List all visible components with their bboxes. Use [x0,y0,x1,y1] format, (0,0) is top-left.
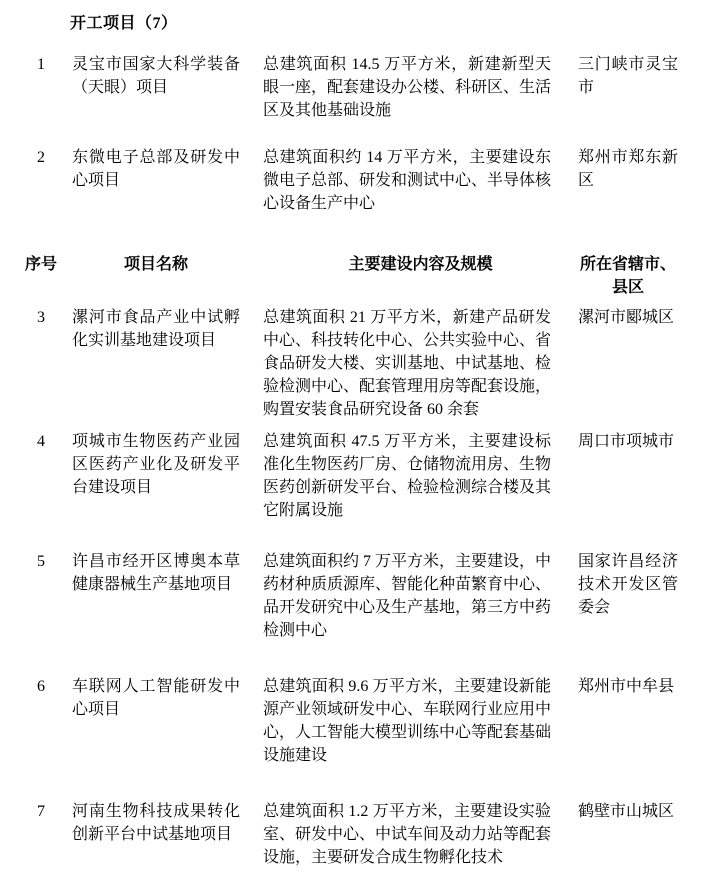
project-name: 灵宝市国家大科学装备（天眼）项目 [72,56,240,96]
row-serial: 7 [37,803,45,820]
header-project-name: 项目名称 [123,256,188,273]
project-content: 总建筑面积 21 万平方米，新建产品研发中心、科技转化中心、公共实验中心、省食品研发大楼、实训基地、中试基地、检验检测中心、配套管理用房等配套设施，购置安装食品研究设备 60 余套 [263,309,552,418]
row-serial: 4 [37,433,45,450]
project-content: 总建筑面积 14.5 万平方米，新建新型天眼一座，配套建设办公楼、科研区、生活区及其他基础设施 [263,56,552,119]
table-header-row [20,253,713,299]
header-serial: 序号 [24,256,57,273]
row-serial: 1 [37,56,45,73]
project-name: 许昌市经开区博奥本草健康器械生产基地项目 [72,553,240,593]
project-content: 总建筑面积约 14 万平方米，主要建设东微电子总部、研发和测试中心、半导体核心设备生产中心 [263,149,552,212]
project-location: 周口市项城市 [578,433,675,450]
project-name: 东微电子总部及研发中心项目 [72,149,240,189]
header-project-content: 主要建设内容及规模 [348,256,493,273]
project-location: 郑州市郑东新区 [578,149,678,189]
project-name: 项城市生物医药产业园区医药产业化及研发平台建设项目 [72,433,240,496]
project-name: 漯河市食品产业中试孵化实训基地建设项目 [72,309,240,349]
project-content: 总建筑面积 1.2 万平方米，主要建设实验室、研发中心、中试车间及动力站等配套设施，主要研发合成生物孵化技术 [263,803,552,866]
row-serial: 2 [37,149,45,166]
table-row [20,306,713,421]
table-row [20,800,713,869]
project-location: 漯河市郾城区 [578,309,675,326]
table-row [20,53,713,122]
table-row [20,675,713,767]
project-name: 河南生物科技成果转化创新平台中试基地项目 [72,803,240,843]
row-serial: 3 [37,309,45,326]
project-location: 鹤壁市山城区 [578,803,675,820]
header-project-location: 所在省辖市、县区 [579,256,676,296]
project-location: 郑州市中牟县 [578,678,675,695]
project-content: 总建筑面积约 7 万平方米，主要建设，中药材种质质源库、智能化种苗繁育中心、品开发研究中心及生产基地，第三方中药检测中心 [263,553,552,639]
section-heading: 开工项目（7） [70,15,178,32]
project-name: 车联网人工智能研发中心项目 [72,678,240,718]
row-serial: 6 [37,678,45,695]
project-content: 总建筑面积 47.5 万平方米，主要建设标准化生物医药厂房、仓储物流用房、生物医药创新研发平台、检验检测综合楼及其它附属设施 [263,433,552,519]
table-row [20,430,713,522]
project-location: 三门峡市灵宝市 [578,56,678,96]
table-row [20,146,713,215]
project-location: 国家许昌经济技术开发区管委会 [578,553,678,616]
row-serial: 5 [37,553,45,570]
project-content: 总建筑面积 9.6 万平方米，主要建设新能源产业领域研发中心、车联网行业应用中心，人工智能大模型训练中心等配套基础设施建设 [263,678,552,764]
table-row [20,550,713,642]
